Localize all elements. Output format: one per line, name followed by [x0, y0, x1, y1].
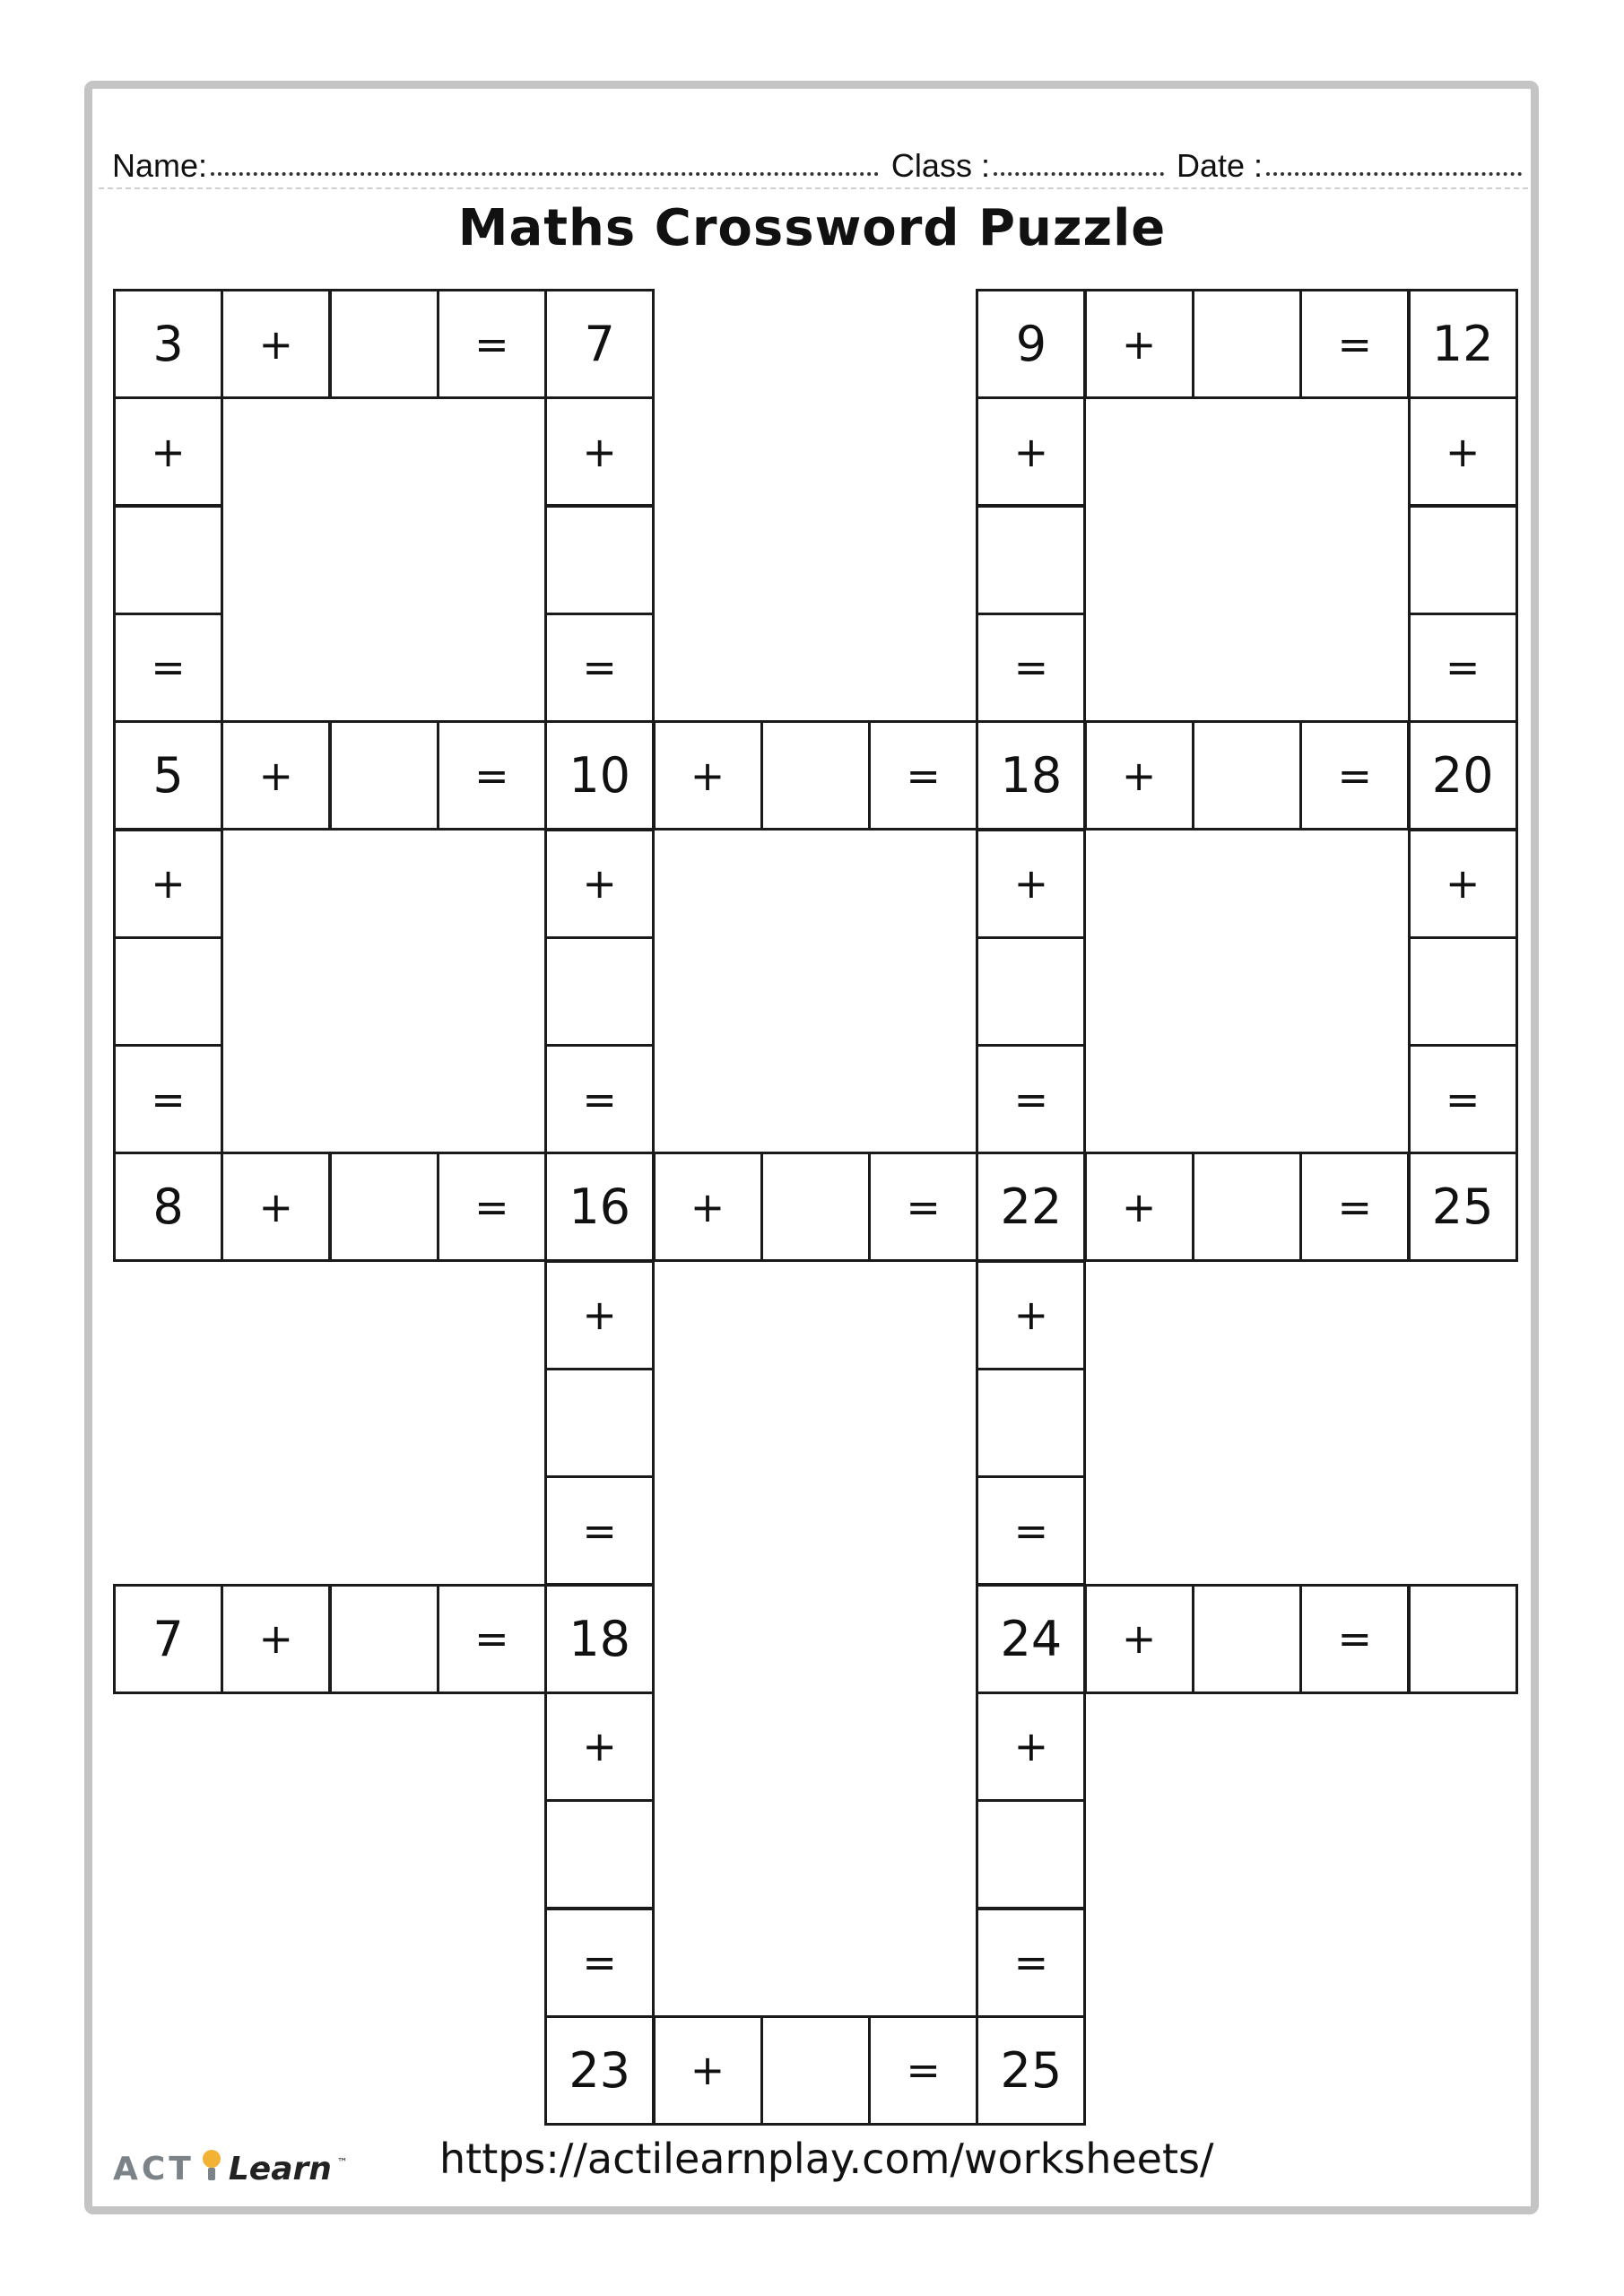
number-cell: 22 [976, 1152, 1086, 1262]
number-cell: 18 [976, 720, 1086, 831]
answer-cell[interactable] [1408, 1584, 1518, 1694]
answer-cell[interactable] [976, 1799, 1086, 1909]
answer-cell[interactable] [329, 720, 439, 831]
plus-sign-cell: + [221, 720, 331, 831]
actilearn-logo [113, 2142, 348, 2196]
plus-sign-cell: + [976, 396, 1086, 507]
student-info-line [112, 135, 1522, 185]
plus-sign-cell: + [653, 1152, 763, 1262]
answer-cell[interactable] [329, 289, 439, 399]
website-url[interactable]: https://actilearnplay.com/worksheets/ [439, 2135, 1214, 2183]
answer-cell[interactable] [760, 720, 871, 831]
equals-sign-cell: = [544, 1908, 655, 2018]
plus-sign-cell: + [976, 829, 1086, 939]
number-cell: 25 [976, 2015, 1086, 2126]
plus-sign-cell: + [544, 396, 655, 507]
equals-sign-cell: = [868, 2015, 978, 2126]
plus-sign-cell: + [1084, 1584, 1194, 1694]
answer-cell[interactable] [1192, 289, 1302, 399]
plus-sign-cell: + [113, 829, 223, 939]
equals-sign-cell: = [976, 1475, 1086, 1586]
answer-cell[interactable] [1408, 936, 1518, 1047]
answer-cell[interactable] [976, 505, 1086, 615]
equals-sign-cell: = [1408, 613, 1518, 723]
number-cell: 12 [1408, 289, 1518, 399]
plus-sign-cell: + [1084, 289, 1194, 399]
number-cell: 20 [1408, 720, 1518, 831]
plus-sign-cell: + [1408, 396, 1518, 507]
answer-cell[interactable] [329, 1584, 439, 1694]
logo-text-learn: Learn [228, 2150, 332, 2187]
number-cell: 3 [113, 289, 223, 399]
answer-cell[interactable] [1408, 505, 1518, 615]
class-label: Class : [890, 147, 990, 184]
answer-cell[interactable] [544, 1799, 655, 1909]
plus-sign-cell: + [221, 1152, 331, 1262]
number-cell: 24 [976, 1584, 1086, 1694]
equals-sign-cell: = [1299, 1584, 1410, 1694]
name-field[interactable] [211, 165, 879, 176]
logo-text-act: ACT [113, 2150, 195, 2187]
answer-cell[interactable] [1192, 1152, 1302, 1262]
answer-cell[interactable] [1192, 1584, 1302, 1694]
page-title: Maths Crossword Puzzle [457, 199, 1167, 257]
plus-sign-cell: + [1408, 829, 1518, 939]
plus-sign-cell: + [544, 1692, 655, 1802]
equals-sign-cell: = [437, 1584, 547, 1694]
plus-sign-cell: + [1084, 1152, 1194, 1262]
equals-sign-cell: = [1299, 1152, 1410, 1262]
equals-sign-cell: = [437, 289, 547, 399]
number-cell: 18 [544, 1584, 655, 1694]
equals-sign-cell: = [976, 613, 1086, 723]
equals-sign-cell: = [437, 1152, 547, 1262]
answer-cell[interactable] [760, 1152, 871, 1262]
equals-sign-cell: = [1408, 1044, 1518, 1154]
number-cell: 23 [544, 2015, 655, 2126]
name-label: Name: [112, 147, 208, 184]
plus-sign-cell: + [1084, 720, 1194, 831]
equals-sign-cell: = [868, 720, 978, 831]
number-cell: 5 [113, 720, 223, 831]
equals-sign-cell: = [113, 1044, 223, 1154]
number-cell: 8 [113, 1152, 223, 1262]
equals-sign-cell: = [1299, 720, 1410, 831]
logo-trademark: ™ [336, 2156, 348, 2169]
equals-sign-cell: = [976, 1044, 1086, 1154]
answer-cell[interactable] [760, 2015, 871, 2126]
answer-cell[interactable] [976, 1368, 1086, 1478]
crossword-grid [113, 289, 1515, 2127]
plus-sign-cell: + [976, 1692, 1086, 1802]
answer-cell[interactable] [1192, 720, 1302, 831]
number-cell: 7 [544, 289, 655, 399]
answer-cell[interactable] [113, 936, 223, 1047]
equals-sign-cell: = [113, 613, 223, 723]
number-cell: 10 [544, 720, 655, 831]
equals-sign-cell: = [976, 1908, 1086, 2018]
date-label: Date : [1176, 147, 1263, 184]
answer-cell[interactable] [544, 505, 655, 615]
equals-sign-cell: = [437, 720, 547, 831]
class-field[interactable] [994, 165, 1164, 176]
equals-sign-cell: = [544, 1475, 655, 1586]
lightbulb-icon [200, 2148, 223, 2189]
answer-cell[interactable] [976, 936, 1086, 1047]
answer-cell[interactable] [544, 936, 655, 1047]
plus-sign-cell: + [221, 1584, 331, 1694]
answer-cell[interactable] [113, 505, 223, 615]
equals-sign-cell: = [1299, 289, 1410, 399]
plus-sign-cell: + [653, 720, 763, 831]
number-cell: 16 [544, 1152, 655, 1262]
plus-sign-cell: + [544, 829, 655, 939]
number-cell: 7 [113, 1584, 223, 1694]
plus-sign-cell: + [221, 289, 331, 399]
answer-cell[interactable] [329, 1152, 439, 1262]
header-divider [99, 187, 1528, 189]
plus-sign-cell: + [976, 1260, 1086, 1370]
plus-sign-cell: + [544, 1260, 655, 1370]
equals-sign-cell: = [868, 1152, 978, 1262]
plus-sign-cell: + [113, 396, 223, 507]
number-cell: 9 [976, 289, 1086, 399]
equals-sign-cell: = [544, 1044, 655, 1154]
equals-sign-cell: = [544, 613, 655, 723]
number-cell: 25 [1408, 1152, 1518, 1262]
plus-sign-cell: + [653, 2015, 763, 2126]
answer-cell[interactable] [544, 1368, 655, 1478]
date-field[interactable] [1266, 165, 1522, 176]
